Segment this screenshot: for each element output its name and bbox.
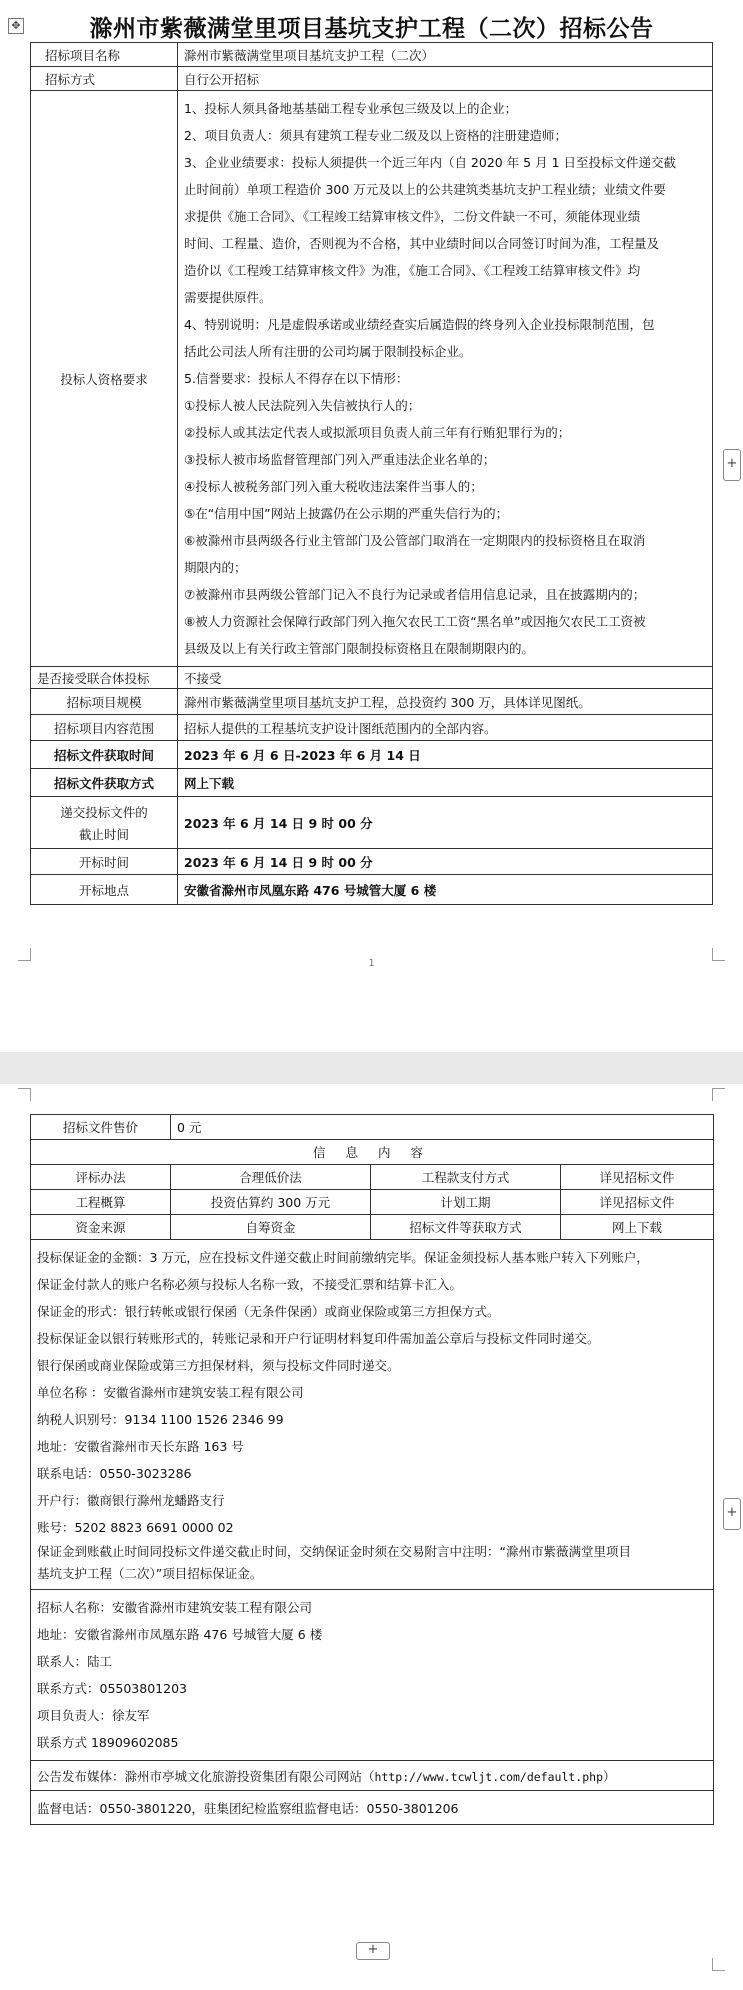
requirement-line: 2、项目负责人：须具有建筑工程专业二级及以上资格的注册建造师； <box>184 128 567 143</box>
deposit-line: 银行保函或商业保险或第三方担保材料，须与投标文件同时递交。 <box>37 1358 400 1373</box>
funding-value: 自筹资金 <box>171 1215 371 1240</box>
contact-line: 联系方式 18909602085 <box>37 1735 179 1750</box>
consortium-value: 不接受 <box>178 667 713 689</box>
contact-line: 联系方式：05503801203 <box>37 1681 187 1696</box>
page-2 <box>0 1084 743 1990</box>
deposit-line: 联系电话：0550-3023286 <box>37 1466 192 1481</box>
doc-time-value: 2023 年 6 月 6 日-2023 年 6 月 14 日 <box>178 741 713 769</box>
open-place-value: 安徽省滁州市凤凰东路 476 号城管大厦 6 楼 <box>178 875 713 905</box>
page-corner-mark <box>18 1088 31 1101</box>
price-value: 0 元 <box>171 1115 714 1140</box>
deposit-line: 保证金的形式：银行转帐或银行保函（无条件保函）或商业保险或第三方担保方式。 <box>37 1304 500 1319</box>
contact-line: 联系人：陆工 <box>37 1654 113 1669</box>
add-row-plus-icon[interactable]: + <box>723 449 741 481</box>
deposit-line: 单位名称 ：安徽省滁州市建筑安装工程有限公司 <box>37 1385 304 1400</box>
requirement-line: ②投标人或其法定代表人或拟派项目负责人前三年有行贿犯罪行为的； <box>184 425 571 440</box>
open-place-label: 开标地点 <box>31 875 178 905</box>
open-time-value: 2023 年 6 月 14 日 9 时 00 分 <box>178 849 713 875</box>
announcement-table-1 <box>30 42 713 905</box>
deposit-line: 开户行：徽商银行滁州龙蟠路支行 <box>37 1493 225 1508</box>
doc-acquire-value: 网上下载 <box>561 1215 714 1240</box>
deposit-line: 基坑支护工程（二次）”项目招标保证金。 <box>37 1566 263 1581</box>
requirement-line: 5.信誉要求：投标人不得存在以下情形： <box>184 371 409 386</box>
requirement-line: ④投标人被税务部门列入重大税收违法案件当事人的； <box>184 479 483 494</box>
publish-suffix: ） <box>603 1768 616 1784</box>
deposit-line: 地址：安徽省滁州市天长东路 163 号 <box>37 1439 244 1454</box>
scale-value: 滁州市紫薇满堂里项目基坑支护工程，总投资约 300 万，具体详见图纸。 <box>178 689 713 715</box>
requirement-line: 造价以《工程竣工结算审核文件》为准，《施工合同》、《工程竣工结算审核文件》均 <box>184 263 641 278</box>
requirement-line: ⑥被滁州市县两级各行业主管部门及公管部门取消在一定期限内的投标资格且在取消 <box>184 533 646 548</box>
requirement-line: ⑤在“信用中国”网站上披露仍在公示期的严重失信行为的； <box>184 506 509 521</box>
eval-method-label: 评标办法 <box>31 1165 171 1190</box>
deposit-section <box>31 1240 714 1590</box>
page-gap <box>0 1052 743 1084</box>
project-name-label: 招标项目名称 <box>31 43 178 67</box>
deadline-label-line-2: 截止时间 <box>78 826 129 842</box>
requirement-line: 县级及以上有关行政主管部门限制投标资格且在限制期限内的。 <box>184 641 535 656</box>
funding-label: 资金来源 <box>31 1215 171 1240</box>
eval-method-value: 合理低价法 <box>171 1165 371 1190</box>
table-move-handle-icon[interactable]: ✥ <box>8 18 24 34</box>
open-time-label: 开标时间 <box>31 849 178 875</box>
publish-url: http://www.tcwljt.com/default.php <box>374 1769 603 1784</box>
payment-method-label: 工程款支付方式 <box>371 1165 561 1190</box>
requirement-line: 4、特别说明：凡是虚假承诺或业绩经查实后属造假的终身列入企业投标限制范围，包 <box>184 317 655 332</box>
deposit-line: 账号：5202 8823 6691 0000 02 <box>37 1520 234 1535</box>
deadline-value: 2023 年 6 月 14 日 9 时 00 分 <box>178 797 713 849</box>
doc-method-label: 招标文件获取方式 <box>31 769 178 797</box>
add-row-plus-icon[interactable]: + <box>723 1498 741 1530</box>
deposit-line: 纳税人识别号：9134 1100 1526 2346 99 <box>37 1412 284 1427</box>
doc-acquire-label: 招标文件等获取方式 <box>371 1215 561 1240</box>
budget-label: 工程概算 <box>31 1190 171 1215</box>
price-label: 招标文件售价 <box>31 1115 171 1140</box>
requirement-line: 止时间前）单项工程造价 300 万元及以上的公共建筑类基坑支护工程业绩；业绩文件要 <box>184 182 666 197</box>
method-value: 自行公开招标 <box>178 67 713 91</box>
deposit-line: 保证金付款人的账户名称必须与投标人名称一致，不接受汇票和结算卡汇入。 <box>37 1277 463 1292</box>
scale-label: 招标项目规模 <box>31 689 178 715</box>
deposit-line: 投标保证金的金额：3 万元，应在投标文件递交截止时间前缴纳完毕。保证金须投标人基本账户转入下列账户， <box>37 1250 649 1265</box>
announcement-table-2 <box>30 1114 714 1825</box>
requirement-line: 期限内的； <box>184 560 247 575</box>
contact-line: 招标人名称：安徽省滁州市建筑安装工程有限公司 <box>37 1600 313 1615</box>
info-header: 信 息 内 容 <box>31 1140 714 1165</box>
page-number: 1 <box>368 958 375 969</box>
deposit-line: 投标保证金以银行转账形式的，转账记录和开户行证明材料复印件需加盖公章后与投标文件同时递交。 <box>37 1331 600 1346</box>
page-title: 滁州市紫薇满堂里项目基坑支护工程（二次）招标公告 <box>89 15 654 42</box>
project-name-value: 滁州市紫薇满堂里项目基坑支护工程（二次） <box>178 43 713 67</box>
schedule-label: 计划工期 <box>371 1190 561 1215</box>
requirement-line: 求提供《施工合同》、《工程竣工结算审核文件》，二份文件缺一不可，须能体现业绩 <box>184 209 641 224</box>
publish-media <box>31 1761 714 1791</box>
page-corner-mark <box>712 1088 725 1101</box>
requirement-line: 括此公司法人所有注册的公司均属于限制投标企业。 <box>184 344 472 359</box>
requirement-line: ①投标人被人民法院列入失信被执行人的； <box>184 398 421 413</box>
requirement-line: ③投标人被市场监督管理部门列入严重违法企业名单的； <box>184 452 496 467</box>
scope-value: 招标人提供的工程基坑支护设计图纸范围内的全部内容。 <box>178 715 713 741</box>
contact-line: 地址：安徽省滁州市凤凰东路 476 号城管大厦 6 楼 <box>37 1627 323 1642</box>
requirement-line: ⑦被滁州市县两级公管部门记入不良行为记录或者信用信息记录，且在披露期内的； <box>184 587 646 602</box>
deadline-label <box>31 797 178 849</box>
page-corner-mark <box>712 1958 725 1971</box>
add-row-bottom-plus-icon[interactable]: + <box>356 1942 390 1960</box>
publish-prefix: 公告发布媒体：滁州市亭城文化旅游投资集团有限公司网站（ <box>37 1768 375 1784</box>
consortium-label: 是否接受联合体投标 <box>31 667 178 689</box>
requirement-line: 1、投标人须具备地基基础工程专业承包三级及以上的企业； <box>184 101 517 116</box>
doc-method-value: 网上下载 <box>178 769 713 797</box>
requirement-line: ⑧被人力资源社会保障行政部门列入拖欠农民工工资“黑名单”或因拖欠农民工工资被 <box>184 614 646 629</box>
method-label: 招标方式 <box>31 67 178 91</box>
requirement-line: 时间、工程量、造价，否则视为不合格，其中业绩时间以合同签订时间为准，工程量及 <box>184 236 660 251</box>
qualification-label: 投标人资格要求 <box>31 91 178 667</box>
contact-line: 项目负责人：徐友军 <box>37 1708 150 1723</box>
qualification-requirements <box>178 91 713 667</box>
requirement-line: 3、企业业绩要求：投标人须提供一个近三年内（自 2020 年 5 月 1 日至投标文件递交截 <box>184 155 677 170</box>
doc-time-label: 招标文件获取时间 <box>31 741 178 769</box>
deadline-label-line-1: 递交投标文件的 <box>60 804 148 820</box>
contact-section <box>31 1590 714 1761</box>
scope-label: 招标项目内容范围 <box>31 715 178 741</box>
requirement-line: 需要提供原件。 <box>184 290 272 305</box>
supervision-phone: 监督电话：0550-3801220，驻集团纪检监察组监督电话：0550-3801206 <box>31 1791 714 1825</box>
deposit-line: 保证金到账截止时间同投标文件递交截止时间，交纳保证金时须在交易附言中注明：“滁州市紫薇满堂里项目 <box>37 1544 631 1559</box>
schedule-value: 详见招标文件 <box>561 1190 714 1215</box>
payment-method-value: 详见招标文件 <box>561 1165 714 1190</box>
budget-value: 投资估算约 300 万元 <box>171 1190 371 1215</box>
